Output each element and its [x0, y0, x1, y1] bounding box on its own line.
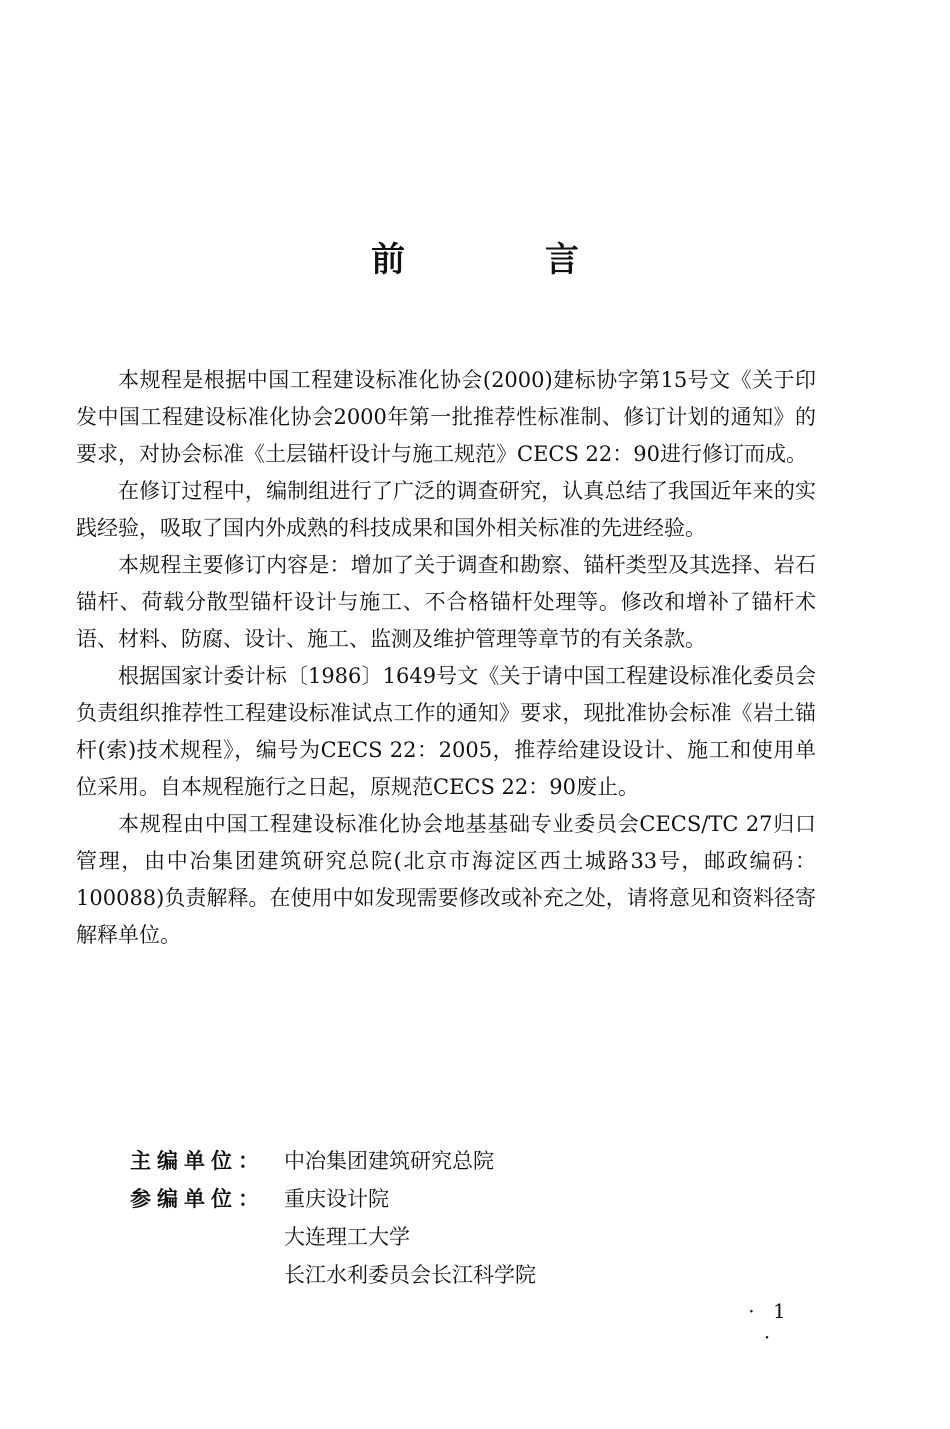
- chief-editor-value: 中冶集团建筑研究总院: [284, 1149, 494, 1173]
- page-title: 前 言: [371, 240, 643, 280]
- participating-row: [130, 1180, 830, 1218]
- preface-body: [76, 362, 816, 954]
- paragraph-main-revisions: 本规程主要修订内容是：增加了关于调查和勘察、锚杆类型及其选择、岩石锚杆、荷载分散型锚杆设计与施工、不合格锚杆处理等。修改和增补了锚杆术语、材料、防腐、设计、施工、监测及维护管理等章节的有关条款。: [76, 553, 816, 651]
- participating-label: 参编单位：: [130, 1186, 265, 1211]
- paragraph-approval: 根据国家计委计标〔1986〕1649号文《关于请中国工程建设标准化委员会负责组织推荐性工程建设标准试点工作的通知》要求，现批准协会标准《岩土锚杆(索)技术规程》，编号为CECS 22：2005，推荐给建设设计、施工和使用单位采用。自本规程施行之日起，原规范CECS 22：90废止。: [76, 664, 816, 799]
- paragraph-research: 在修订过程中，编制组进行了广泛的调查研究，认真总结了我国近年来的实践经验，吸取了国内外成熟的科技成果和国外相关标准的先进经验。: [76, 479, 816, 540]
- paragraph-management: 本规程由中国工程建设标准化协会地基基础专业委员会CECS/TC 27归口管理，由中冶集团建筑研究总院(北京市海淀区西土城路33号，邮政编码：100088)负责解释。在使用中如发现需要修改或补充之处，请将意见和资料径寄解释单位。: [76, 812, 816, 947]
- participating-unit-2: 大连理工大学: [284, 1225, 410, 1249]
- paragraph-revision-basis: 本规程是根据中国工程建设标准化协会(2000)建标协字第15号文《关于印发中国工程建设标准化协会2000年第一批推荐性标准制、修订计划的通知》的要求，对协会标准《土层锚杆设计与施工规范》CECS 22：90进行修订而成。: [76, 368, 816, 466]
- participating-unit-3: 长江水利委员会长江科学院: [284, 1263, 536, 1287]
- chief-editor-row: [130, 1142, 830, 1180]
- editing-units: [130, 1142, 830, 1294]
- participating-unit-1: 重庆设计院: [284, 1187, 389, 1211]
- chief-editor-label: 主编单位：: [130, 1148, 265, 1173]
- page-number: · 1 ·: [748, 1299, 792, 1349]
